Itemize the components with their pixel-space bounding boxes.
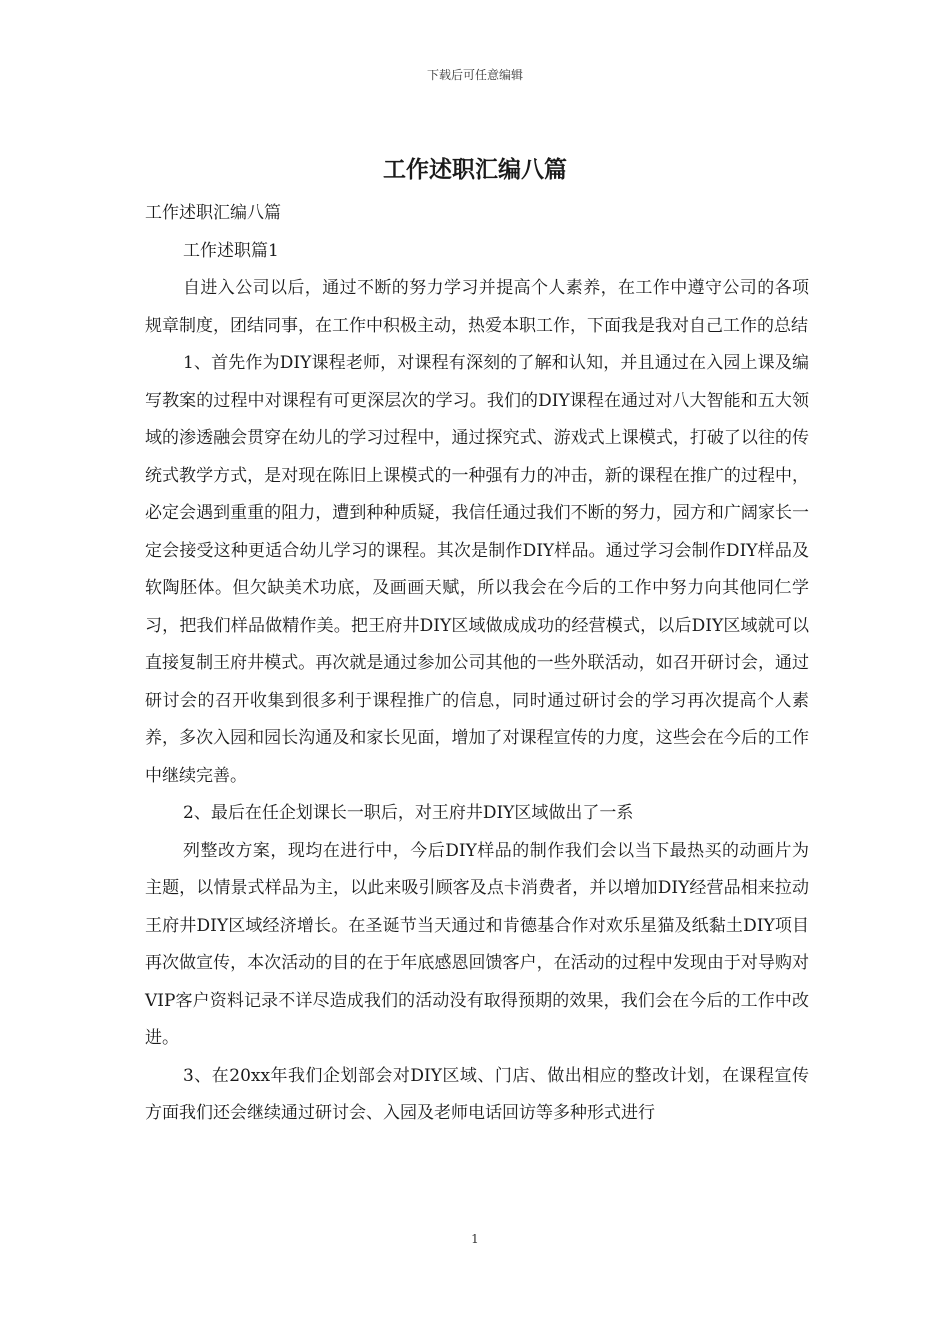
paragraph-point-1: 1、首先作为DIY课程老师，对课程有深刻的了解和认知，并且通过在入园上课及编写教案的过程中对课程有可更深层次的学习。我们的DIY课程在通过对八大智能和五大领域的渗透融会贯穿在幼儿的学习过程中，通过探究式、游戏式上课模式，打破了以往的传统式教学方式，是对现在陈旧上课模式的一种强有力的冲击，新的课程在推广的过程中，必定会遇到重重的阻力，遭到种种质疑，我信任通过我们不断的努力，园方和广阔家长一定会接受这种更适合幼儿学习的课程。其次是制作DIY样品。通过学习会制作DIY样品及软陶胚体。但欠缺美术功底，及画画天赋，所以我会在今后的工作中努力向其他同仁学习，把我们样品做精作美。把王府井DIY区域做成成功的经营模式，以后DIY区域就可以直接复制王府井模式。再次就是通过参加公司其他的一些外联活动，如召开研讨会，通过研讨会的召开收集到很多利于课程推广的信息，同时通过研讨会的学习再次提高个人素养，多次入园和园长沟通及和家长见面，增加了对课程宣传的力度，这些会在今后的工作中继续完善。 <box>145 353 809 786</box>
paragraph-section-heading: 工作述职篇1 <box>183 240 279 261</box>
document-body <box>145 195 809 1133</box>
document-title: 工作述职汇编八篇 <box>383 156 567 183</box>
paragraph-point-2-continued: 列整改方案，现均在进行中，今后DIY样品的制作我们会以当下最热买的动画片为主题，以情景式样品为主，以此来吸引顾客及点卡消费者，并以增加DIY经营品相来拉动王府井DIY区域经济增长。在圣诞节当天通过和肯德基合作对欢乐星猫及纸黏土DIY项目再次做宣传，本次活动的目的在于年底感恩回馈客户，在活动的过程中发现由于对导购对VIP客户资料记录不详尽造成我们的活动没有取得预期的效果，我们会在今后的工作中改进。 <box>145 840 809 1048</box>
paragraph-point-2: 2、最后在任企划课长一职后，对王府井DIY区域做出了一系 <box>183 803 634 823</box>
page-number: 1 <box>471 1232 479 1246</box>
paragraph-subtitle: 工作述职汇编八篇 <box>145 203 281 223</box>
page-header-note: 下载后可任意编辑 <box>426 68 523 82</box>
paragraph-intro: 自进入公司以后，通过不断的努力学习并提高个人素养，在工作中遵守公司的各项规章制度，团结同事，在工作中积极主动，热爱本职工作，下面我是我对自己工作的总结 <box>145 278 809 336</box>
paragraph-point-3: 3、在20xx年我们企划部会对DIY区域、门店、做出相应的整改计划，在课程宣传方面我们还会继续通过研讨会、入园及老师电话回访等多种形式进行 <box>145 1065 809 1123</box>
